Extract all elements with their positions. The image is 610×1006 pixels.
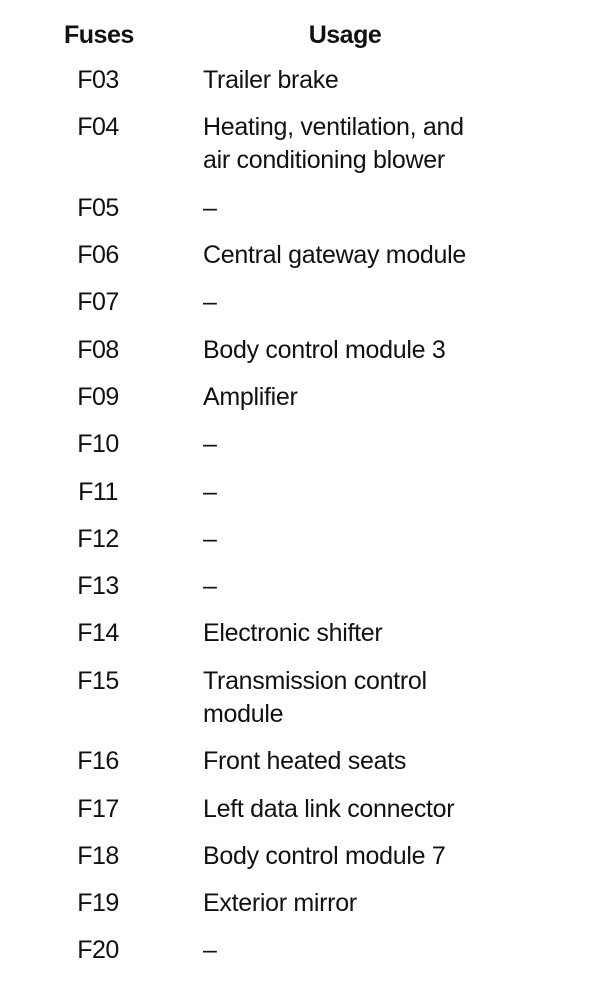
table-row (0, 934, 610, 981)
table-row (0, 793, 610, 840)
fuse-id-cell: F15 (77, 666, 119, 695)
fuse-usage-cell: – (203, 193, 217, 222)
table-row (0, 381, 610, 428)
fuse-id-cell: F03 (77, 66, 119, 94)
fuse-usage-cell: Left data link connector (203, 794, 455, 823)
table-row (0, 286, 610, 333)
table-body (0, 64, 610, 982)
fuse-usage-cell: Heating, ventilation, and air conditioning blower (203, 113, 464, 175)
fuse-usage-cell: Central gateway module (203, 241, 466, 270)
table-row (0, 428, 610, 475)
fuse-id-cell: F12 (77, 524, 119, 553)
table-row (0, 887, 610, 934)
table-row (0, 192, 610, 239)
fuse-id-cell: F19 (77, 889, 119, 918)
fuse-usage-cell: – (203, 288, 217, 317)
fuse-id-cell: F18 (77, 841, 119, 870)
table-row (0, 617, 610, 664)
table-row (0, 840, 610, 887)
table-row (0, 523, 610, 570)
header-usage: Usage (308, 21, 382, 49)
fuse-usage-cell: Amplifier (203, 382, 298, 411)
table-row (0, 334, 610, 381)
fuse-id-cell: F07 (77, 288, 119, 317)
fuse-usage-cell: Trailer brake (203, 66, 339, 94)
fuse-id-cell: F14 (77, 619, 119, 648)
table-row (0, 665, 610, 746)
fuse-usage-cell: – (203, 936, 217, 965)
table-header-row (0, 18, 610, 52)
fuse-id-cell: F20 (77, 936, 119, 965)
fuse-usage-cell: Body control module 3 (203, 335, 446, 364)
header-fuses: Fuses (64, 21, 134, 49)
table-row (0, 64, 610, 111)
fuse-usage-cell: – (203, 572, 217, 601)
fuse-usage-cell: Front heated seats (203, 747, 407, 776)
fuse-usage-cell: Body control module 7 (203, 841, 446, 870)
table-row (0, 111, 610, 192)
fuse-id-cell: F05 (77, 193, 119, 222)
fuse-id-cell: F09 (77, 382, 119, 411)
fuse-id-cell: F06 (77, 241, 119, 270)
fuse-id-cell: F04 (77, 113, 119, 142)
fuse-id-cell: F17 (77, 794, 119, 823)
fuse-id-cell: F10 (77, 430, 119, 459)
table-row (0, 745, 610, 792)
table-row (0, 570, 610, 617)
fuse-usage-cell: Transmission control module (203, 666, 427, 728)
fuse-usage-cell: – (203, 524, 217, 553)
fuse-id-cell: F11 (78, 477, 118, 506)
table-row (0, 476, 610, 523)
fuse-usage-cell: Exterior mirror (203, 889, 357, 918)
table-row (0, 239, 610, 286)
fuse-usage-cell: – (203, 430, 217, 459)
fuse-usage-cell: Electronic shifter (203, 619, 383, 648)
fuse-id-cell: F13 (77, 572, 119, 601)
fuse-id-cell: F08 (77, 335, 119, 364)
fuse-id-cell: F16 (77, 747, 119, 776)
fuse-usage-cell: – (203, 477, 217, 506)
